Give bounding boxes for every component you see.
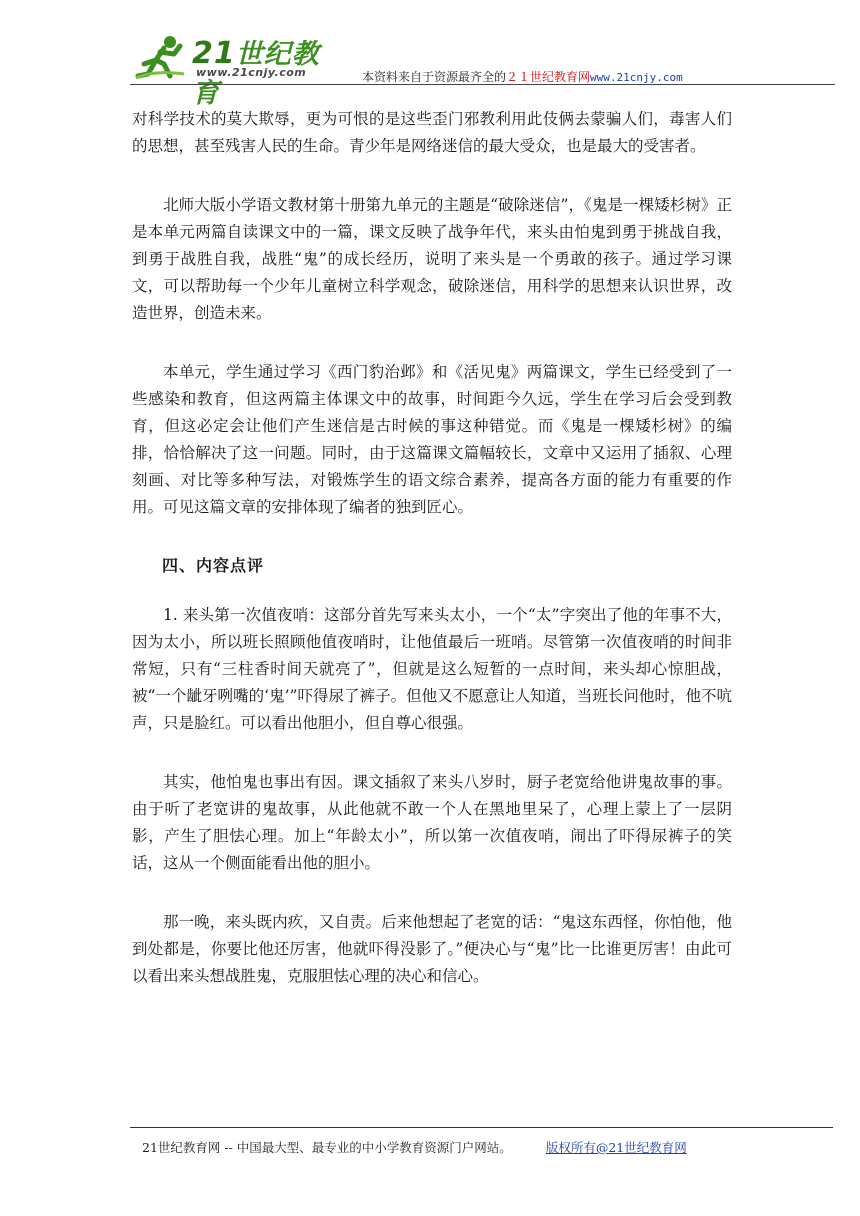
paragraph: 北师大版小学语文教材第十册第九单元的主题是“破除迷信”，《鬼是一棵矮杉树》正是本单元两篇自读课文中的一篇，课文反映了战争年代，来头由怕鬼到勇于挑战自我，到勇于战胜自我，战胜“鬼”的成长经历，说明了来头是一个勇敢的孩子。通过学习课文，可以帮助每一个少年儿童树立科学观念，破除迷信，用科学的思想来认识世界，改造世界，创造未来。 bbox=[132, 196, 732, 322]
header-divider bbox=[130, 84, 835, 85]
section-heading: 四、内容点评 bbox=[162, 556, 265, 575]
logo-title: 21世纪教育 bbox=[192, 36, 320, 109]
header-note-prefix: 本资料来自于资源最齐全的 bbox=[362, 70, 507, 84]
page-header bbox=[130, 28, 835, 109]
paragraph: 本单元，学生通过学习《西门豹治邺》和《活见鬼》两篇课文，学生已经受到了一些感染和教育，但这两篇主体课文中的故事，时间距今久远，学生在学习后会受到教育，但这必定会让他们产生迷信是古时候的事这种错觉。而《鬼是一棵矮杉树》的编排，恰恰解决了这一问题。同时，由于这篇课文篇幅较长，文章中又运用了插叙、心理刻画、对比等多种写法，对锻炼学生的语文综合素养，提高各方面的能力有重要的作用。可见这篇文章的安排体现了编者的独到匠心。 bbox=[132, 363, 732, 516]
header-brand-link[interactable]: ２１世纪教育网 bbox=[506, 70, 591, 84]
paragraph: 1. 来头第一次值夜哨：这部分首先写来头太小，一个“太”字突出了他的年事不大，因为太小，所以班长照顾他值夜哨时，让他值最后一班哨。尽管第一次值夜哨的时间非常短，只有“三柱香时间天就亮了”，但就是这么短暂的一点时间，来头却心惊胆战，被“一个龇牙咧嘴的‘鬼’”吓得尿了裤子。但他又不愿意让人知道，当班长问他时，他不吭声，只是脸红。可以看出他胆小，但自尊心很强。 bbox=[132, 606, 732, 732]
paragraph: 那一晚，来头既内疚，又自责。后来他想起了老宽的话：“鬼这东西怪，你怕他，他到处都是，你要比他还厉害，他就吓得没影了。”便决心与“鬼”比一比谁更厉害！由此可以看出来头想战胜鬼，克服胆怯心理的决心和信心。 bbox=[132, 913, 732, 985]
footer-divider bbox=[130, 1127, 833, 1128]
copyright-link[interactable]: 版权所有@21世纪教育网 bbox=[545, 1140, 687, 1155]
footer-text: 21世纪教育网 -- 中国最大型、最专业的中小学教育资源门户网站。 bbox=[142, 1140, 512, 1155]
site-logo[interactable] bbox=[130, 28, 340, 109]
header-url-link[interactable]: www.21cnjy.com bbox=[590, 71, 683, 84]
header-note bbox=[362, 68, 683, 85]
document-body bbox=[132, 106, 732, 1022]
paragraph: 对科学技术的莫大欺辱，更为可恨的是这些歪门邪教利用此伎俩去蒙骗人们，毒害人们的思想，甚至残害人民的生命。青少年是网络迷信的最大受众，也是最大的受害者。 bbox=[132, 110, 732, 155]
page-footer bbox=[142, 1138, 687, 1156]
paragraph: 其实，他怕鬼也事出有因。课文插叙了来头八岁时，厨子老宽给他讲鬼故事的事。由于听了老宽讲的鬼故事，从此他就不敢一个人在黑地里呆了，心理上蒙上了一层阴影，产生了胆怯心理。加上“年龄太小”，所以第一次值夜哨，闹出了吓得尿裤子的笑话，这从一个侧面能看出他的胆小。 bbox=[132, 773, 732, 872]
logo-url: www.21cnjy.com bbox=[196, 66, 307, 79]
running-figure-icon bbox=[134, 34, 186, 80]
